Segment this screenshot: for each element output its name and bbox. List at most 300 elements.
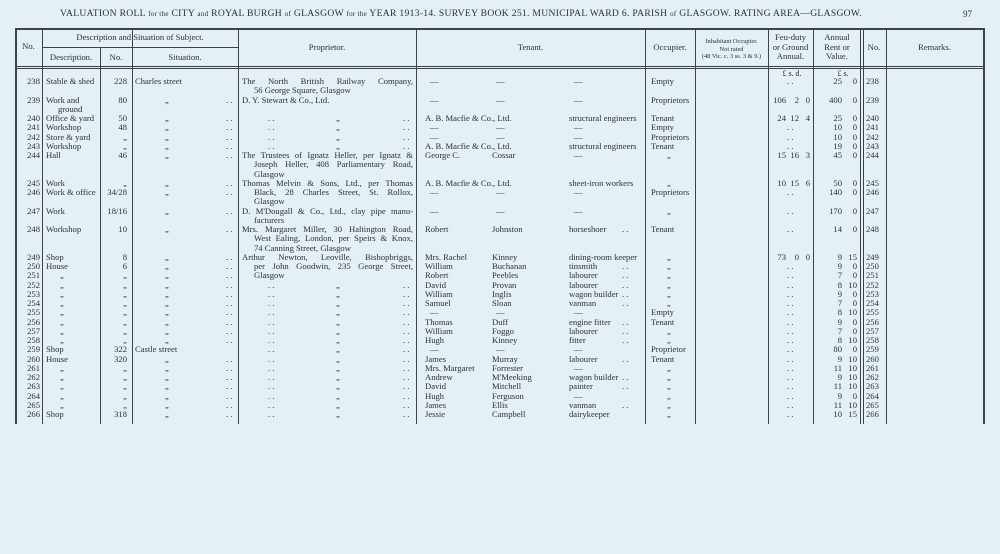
occupier: „ bbox=[667, 177, 671, 188]
proprietor-line: Thomas Melvin & Sons, Ltd., per Thomas bbox=[242, 177, 413, 188]
row-number: 265 bbox=[27, 399, 40, 410]
tenant-first-name: — bbox=[430, 94, 439, 105]
situation-ditto: „ bbox=[165, 113, 169, 123]
proprietor bbox=[242, 151, 413, 179]
rent-shillings: 15 bbox=[848, 409, 857, 419]
tenant-occupation: vanman bbox=[569, 399, 597, 410]
description-line: House bbox=[46, 353, 68, 364]
proprietor-dots: . . bbox=[268, 335, 275, 345]
tenant-surname: Kinney bbox=[492, 335, 518, 345]
situation-ditto: „ bbox=[165, 288, 169, 299]
street-number: „ bbox=[123, 381, 127, 392]
street-number: 10 bbox=[118, 224, 127, 234]
description-line: House bbox=[46, 261, 68, 271]
situation-dots: . . bbox=[226, 94, 233, 105]
row-number: 252 bbox=[27, 279, 40, 290]
rent-shillings: 0 bbox=[852, 76, 857, 86]
situation-ditto: „ bbox=[165, 187, 169, 197]
rent-pounds: 10 bbox=[833, 409, 842, 419]
street-number: 50 bbox=[118, 113, 127, 123]
situation-dots: . . bbox=[226, 122, 233, 133]
tenant-occupation: vanman bbox=[569, 298, 597, 308]
tenant-first-name: Thomas bbox=[425, 316, 453, 327]
tenant-dots: . . bbox=[622, 279, 629, 290]
tenant-surname: Buchanan bbox=[492, 261, 527, 271]
rent-pounds: 9 bbox=[837, 288, 842, 299]
rent-shillings: 0 bbox=[852, 224, 857, 234]
feu-dots: . . bbox=[787, 279, 794, 290]
proprietor-line: Arthur Newton, Leoville, Bishopbriggs, bbox=[242, 251, 413, 262]
situation-dots: . . bbox=[226, 390, 233, 401]
rent-shillings: 10 bbox=[848, 279, 857, 290]
tenant-occupation: structural engineers bbox=[569, 113, 637, 123]
tenant-first-name: — bbox=[430, 307, 439, 318]
rent-units: £ s. bbox=[837, 69, 849, 78]
tenant-occupation: fitter bbox=[569, 335, 586, 345]
row-number-right: 259 bbox=[866, 344, 879, 355]
street-number: 46 bbox=[118, 150, 127, 160]
tenant-occupation: — bbox=[574, 187, 583, 197]
proprietor-ditto: „ bbox=[336, 409, 340, 419]
row-number: 262 bbox=[27, 372, 40, 382]
tenant-occupation: labourer bbox=[569, 279, 598, 290]
tenant-dots: . . bbox=[622, 372, 629, 382]
rent-shillings: 0 bbox=[852, 261, 857, 271]
feu-pence: 4 bbox=[805, 113, 810, 123]
tenant-first-name: William bbox=[425, 325, 453, 336]
tenant-occupation: dairykeeper bbox=[569, 409, 610, 419]
rent-pounds: 9 bbox=[837, 316, 842, 327]
street-number: „ bbox=[123, 372, 127, 382]
street-number: 8 bbox=[122, 251, 127, 262]
situation-dots: . . bbox=[226, 353, 233, 364]
column-rule bbox=[695, 28, 696, 424]
description bbox=[46, 151, 61, 160]
feu-pence: 0 bbox=[805, 94, 810, 105]
feu-dots: . . bbox=[787, 76, 794, 86]
situation-dots: . . bbox=[226, 325, 233, 336]
street-number: „ bbox=[123, 131, 127, 142]
feu-dots: . . bbox=[787, 140, 794, 151]
proprietor-dots: . . bbox=[268, 140, 275, 151]
row-number-right: 250 bbox=[866, 261, 879, 271]
description-line: „ bbox=[60, 270, 64, 281]
description-line: Store & yard bbox=[46, 131, 91, 142]
description-line: „ bbox=[60, 307, 64, 318]
situation-dots: . . bbox=[226, 335, 233, 345]
description-line: „ bbox=[60, 399, 64, 410]
rent-pounds: 400 bbox=[829, 94, 842, 105]
proprietor-line: Black, 28 Charles Street, St. Rollox, bbox=[254, 187, 413, 197]
situation-dots: . . bbox=[226, 399, 233, 410]
proprietor-ditto: „ bbox=[336, 362, 340, 373]
rent-pounds: 8 bbox=[837, 335, 842, 345]
feu-dots: . . bbox=[787, 261, 794, 271]
proprietor-ditto: „ bbox=[336, 288, 340, 299]
title-segment: and bbox=[197, 10, 209, 18]
situation-dots: . . bbox=[226, 187, 233, 197]
rent-shillings: 0 bbox=[852, 344, 857, 355]
proprietor-ditto: „ bbox=[336, 131, 340, 142]
situation-ditto: „ bbox=[165, 224, 169, 234]
street-number: „ bbox=[123, 335, 127, 345]
street-number: 228 bbox=[114, 76, 127, 86]
occupier: „ bbox=[667, 372, 671, 382]
row-number: 240 bbox=[27, 113, 40, 123]
proprietor bbox=[242, 77, 413, 96]
tenant-occupation: — bbox=[574, 76, 583, 86]
situation-dots: . . bbox=[226, 316, 233, 327]
situation-dots: . . bbox=[226, 288, 233, 299]
row-number-right: 258 bbox=[866, 335, 879, 345]
proprietor bbox=[242, 179, 413, 207]
feu-dots: . . bbox=[787, 325, 794, 336]
proprietor bbox=[242, 225, 413, 253]
occupier: „ bbox=[667, 298, 671, 308]
proprietor-ditto: „ bbox=[336, 307, 340, 318]
street-number: „ bbox=[123, 307, 127, 318]
situation-dots: . . bbox=[226, 131, 233, 142]
row-number: 254 bbox=[27, 298, 40, 308]
rent-shillings: 0 bbox=[852, 288, 857, 299]
description bbox=[46, 225, 81, 234]
tenant-dots: . . bbox=[622, 224, 629, 234]
proprietor-ditto: „ bbox=[336, 344, 340, 355]
rent-pounds: 9 bbox=[837, 251, 842, 262]
feu-pence: 0 bbox=[805, 251, 810, 262]
col-header-number: No. bbox=[109, 52, 123, 62]
description-line: „ bbox=[60, 288, 64, 299]
situation-ditto: „ bbox=[165, 372, 169, 382]
column-rule bbox=[813, 28, 814, 424]
row-number-right: 262 bbox=[866, 372, 879, 382]
row-number-right: 261 bbox=[866, 362, 879, 373]
tenant-first-name: James bbox=[425, 353, 447, 364]
row-number-right: 239 bbox=[866, 94, 879, 105]
description bbox=[46, 262, 68, 271]
row-number-right: 254 bbox=[866, 298, 879, 308]
proprietor-dots: . . bbox=[403, 288, 410, 299]
column-rule bbox=[860, 28, 861, 424]
row-number: 244 bbox=[27, 150, 40, 160]
column-rule bbox=[983, 28, 985, 424]
feu-dots: . . bbox=[787, 316, 794, 327]
inhabitant-line: Inhabitant Occupier. bbox=[705, 38, 758, 45]
description-line: Work bbox=[46, 177, 65, 188]
row-number-right: 253 bbox=[866, 288, 879, 299]
rent-shillings: 10 bbox=[848, 307, 857, 318]
proprietor-ditto: „ bbox=[336, 113, 340, 123]
tenant-surname: Campbell bbox=[492, 409, 526, 419]
occupier: „ bbox=[667, 261, 671, 271]
description-line: Work & office bbox=[46, 187, 96, 197]
proprietor-dots: . . bbox=[403, 113, 410, 123]
row-number: 248 bbox=[27, 224, 40, 234]
column-rule bbox=[238, 28, 239, 424]
feu-dots: . . bbox=[787, 372, 794, 382]
description-line: Workshop bbox=[46, 122, 82, 133]
proprietor-dots: . . bbox=[403, 344, 410, 355]
rent-pounds: 10 bbox=[833, 122, 842, 133]
feu-line: Annual. bbox=[776, 51, 805, 61]
proprietor-line: 74 Canning Street, Glasgow bbox=[254, 242, 351, 253]
tenant-surname: Foggo bbox=[492, 325, 514, 336]
rent-pounds: 11 bbox=[833, 399, 842, 410]
rent-pounds: 80 bbox=[833, 344, 842, 355]
proprietor-dots: . . bbox=[403, 372, 410, 382]
situation-dots: . . bbox=[226, 362, 233, 373]
col-header-no: No. bbox=[22, 41, 35, 51]
proprietor-dots: . . bbox=[403, 279, 410, 290]
row-rule bbox=[15, 28, 984, 30]
tenant-surname: Ferguson bbox=[492, 390, 524, 401]
proprietor-line: Joseph Heller, 408 Parliamentary Road, bbox=[254, 159, 413, 170]
street-number: „ bbox=[123, 399, 127, 410]
street-number: „ bbox=[123, 325, 127, 336]
tenant-first-name: — bbox=[430, 205, 439, 216]
situation-dots: . . bbox=[226, 409, 233, 419]
occupier: Empty bbox=[651, 307, 674, 318]
tenant-first-name: Samuel bbox=[425, 298, 451, 308]
proprietor-line: West Ealing, London, per Speirs & Knox, bbox=[254, 233, 413, 244]
rent-shillings: 10 bbox=[848, 399, 857, 410]
rent-pounds: 25 bbox=[833, 76, 842, 86]
row-number: 256 bbox=[27, 316, 40, 327]
proprietor-line: Mrs. Margaret Miller, 30 Haltington Road, bbox=[242, 224, 413, 234]
street-number: 48 bbox=[118, 122, 127, 133]
situation-ditto: „ bbox=[165, 353, 169, 364]
tenant-surname: — bbox=[496, 131, 505, 142]
row-number-right: 247 bbox=[866, 205, 879, 216]
occupier: „ bbox=[667, 288, 671, 299]
proprietor-line: Glasgow bbox=[254, 196, 285, 207]
proprietor-dots: . . bbox=[403, 409, 410, 419]
rent-pounds: 25 bbox=[833, 113, 842, 123]
title-segment: SURVEY BOOK 251. bbox=[438, 8, 530, 19]
proprietor-dots: . . bbox=[403, 399, 410, 410]
row-number-right: 241 bbox=[866, 122, 879, 133]
occupier: Proprietors bbox=[651, 187, 690, 197]
proprietor-dots: . . bbox=[403, 335, 410, 345]
tenant-dots: . . bbox=[622, 381, 629, 392]
rent-shillings: 10 bbox=[848, 372, 857, 382]
situation-ditto: „ bbox=[165, 251, 169, 262]
feu-dots: . . bbox=[787, 205, 794, 216]
tenant-first-name: Robert bbox=[425, 270, 449, 281]
col-header-feu-duty bbox=[768, 33, 813, 62]
proprietor-dots: . . bbox=[403, 353, 410, 364]
street-number: „ bbox=[123, 279, 127, 290]
proprietor-dots: . . bbox=[268, 390, 275, 401]
rent-pounds: 8 bbox=[837, 307, 842, 318]
tenant-first-name: A. B. Macfie & Co., Ltd. bbox=[425, 177, 512, 188]
tenant-occupation: — bbox=[574, 362, 583, 373]
occupier: „ bbox=[667, 335, 671, 345]
situation-ditto: „ bbox=[165, 298, 169, 308]
rent-shillings: 0 bbox=[852, 316, 857, 327]
description-line: Work and bbox=[46, 94, 80, 105]
description-line: „ bbox=[60, 298, 64, 308]
occupier: Empty bbox=[651, 122, 674, 133]
situation-ditto: „ bbox=[165, 307, 169, 318]
proprietor-ditto: „ bbox=[336, 335, 340, 345]
street-number: 318 bbox=[114, 409, 127, 419]
row-number: 255 bbox=[27, 307, 40, 318]
row-number: 257 bbox=[27, 325, 40, 336]
feu-dots: . . bbox=[787, 390, 794, 401]
row-number-right: 256 bbox=[866, 316, 879, 327]
description-line: Workshop bbox=[46, 224, 82, 234]
tenant-first-name: — bbox=[430, 344, 439, 355]
title-segment: GLASGOW bbox=[293, 8, 344, 19]
tenant-surname: — bbox=[496, 344, 505, 355]
description-line: Workshop bbox=[46, 140, 82, 151]
tenant-occupation: — bbox=[574, 390, 583, 401]
title-segment: for the bbox=[148, 10, 169, 18]
row-number-right: 265 bbox=[866, 399, 879, 410]
proprietor-dots: . . bbox=[403, 298, 410, 308]
rent-shillings: 10 bbox=[848, 362, 857, 373]
proprietor-dots: . . bbox=[268, 288, 275, 299]
description-line: „ bbox=[60, 381, 64, 392]
tenant-surname: — bbox=[496, 307, 505, 318]
column-rule bbox=[42, 28, 43, 424]
tenant-surname: Cossar bbox=[492, 150, 516, 160]
situation-ditto: „ bbox=[165, 409, 169, 419]
rent-shillings: 0 bbox=[852, 187, 857, 197]
column-rule bbox=[416, 28, 417, 424]
proprietor-dots: . . bbox=[403, 307, 410, 318]
description-line: „ bbox=[60, 335, 64, 345]
feu-shillings: 0 bbox=[794, 251, 799, 262]
situation-ditto: „ bbox=[165, 279, 169, 290]
feu-dots: . . bbox=[787, 409, 794, 419]
tenant-occupation: labourer bbox=[569, 270, 598, 281]
rent-pounds: 14 bbox=[833, 224, 842, 234]
situation-dots: . . bbox=[226, 150, 233, 160]
description-line: Work bbox=[46, 205, 65, 216]
row-number-right: 257 bbox=[866, 325, 879, 336]
description-line: Office & yard bbox=[46, 113, 95, 123]
tenant-occupation: — bbox=[574, 205, 583, 216]
row-number-right: 244 bbox=[866, 150, 879, 160]
column-rule bbox=[132, 28, 133, 424]
feu-shillings: 2 bbox=[794, 94, 799, 105]
rent-pounds: 9 bbox=[837, 353, 842, 364]
proprietor-dots: . . bbox=[403, 325, 410, 336]
feu-pounds: 10 bbox=[777, 177, 786, 188]
proprietor-dots: . . bbox=[268, 372, 275, 382]
street-number: „ bbox=[123, 298, 127, 308]
situation: Castle street bbox=[135, 344, 178, 355]
rent-pounds: 10 bbox=[833, 131, 842, 142]
situation: Charles street bbox=[135, 76, 183, 86]
rent-line: Annual bbox=[824, 32, 850, 42]
tenant-occupation: engine fitter bbox=[569, 316, 611, 327]
situation-dots: . . bbox=[226, 224, 233, 234]
rent-shillings: 10 bbox=[848, 335, 857, 345]
description-line: Shop bbox=[46, 251, 64, 262]
rent-shillings: 0 bbox=[852, 298, 857, 308]
proprietor-dots: . . bbox=[268, 381, 275, 392]
feu-dots: . . bbox=[787, 307, 794, 318]
row-number: 249 bbox=[27, 251, 40, 262]
proprietor-ditto: „ bbox=[336, 140, 340, 151]
proprietor-dots: . . bbox=[268, 325, 275, 336]
col-header-occupier: Occupier. bbox=[653, 42, 687, 52]
proprietor-line: Glasgow bbox=[254, 270, 285, 281]
tenant-first-name: Hugh bbox=[425, 390, 445, 401]
inhabitant-line: Not rated bbox=[719, 45, 744, 53]
rent-pounds: 7 bbox=[837, 325, 842, 336]
street-number: „ bbox=[123, 288, 127, 299]
rent-shillings: 0 bbox=[852, 270, 857, 281]
row-number-right: 238 bbox=[866, 76, 879, 86]
tenant-first-name: — bbox=[430, 187, 439, 197]
situation-dots: . . bbox=[226, 113, 233, 123]
proprietor-dots: . . bbox=[268, 409, 275, 419]
street-number: 34/28 bbox=[107, 187, 127, 197]
feu-dots: . . bbox=[787, 224, 794, 234]
title-segment: of bbox=[670, 10, 677, 18]
occupier: Proprietors bbox=[651, 131, 690, 142]
tenant-first-name: A. B. Macfie & Co., Ltd. bbox=[425, 113, 512, 123]
proprietor-dots: . . bbox=[403, 122, 410, 133]
rent-pounds: 8 bbox=[837, 279, 842, 290]
tenant-occupation: tinsmith bbox=[569, 261, 598, 271]
proprietor-dots: . . bbox=[403, 362, 410, 373]
feu-line: or Ground bbox=[772, 41, 809, 52]
tenant-first-name: — bbox=[430, 131, 439, 142]
occupier: Tenant bbox=[651, 353, 675, 364]
row-number-right: 260 bbox=[866, 353, 879, 364]
description-line: „ bbox=[60, 362, 64, 373]
tenant-surname: Provan bbox=[492, 279, 517, 290]
description-line: Hall bbox=[46, 150, 61, 160]
proprietor-line: facturers bbox=[254, 214, 285, 225]
rent-shillings: 0 bbox=[852, 390, 857, 401]
proprietor bbox=[242, 253, 413, 281]
situation-ditto: „ bbox=[165, 390, 169, 401]
feu-dots: . . bbox=[787, 270, 794, 281]
feu-pounds: 106 bbox=[773, 94, 786, 105]
col-header-proprietor: Proprietor. bbox=[308, 42, 346, 52]
title-segment: GLASGOW. bbox=[679, 8, 732, 19]
proprietor-dots: . . bbox=[268, 344, 275, 355]
situation-ditto: „ bbox=[165, 205, 169, 216]
tenant-first-name: Jessie bbox=[425, 409, 446, 419]
rent-shillings: 0 bbox=[852, 113, 857, 123]
situation-dots: . . bbox=[226, 298, 233, 308]
tenant-occupation: — bbox=[574, 94, 583, 105]
rent-shillings: 0 bbox=[852, 94, 857, 105]
rent-pounds: 9 bbox=[837, 261, 842, 271]
tenant-dots: . . bbox=[622, 270, 629, 281]
tenant-first-name: Mrs. Margaret bbox=[425, 362, 475, 373]
street-number: „ bbox=[123, 390, 127, 401]
proprietor-line: The North British Railway Company, bbox=[242, 76, 413, 86]
column-rule bbox=[863, 28, 864, 424]
proprietor-dots: . . bbox=[268, 362, 275, 373]
proprietor-line: Glasgow bbox=[254, 168, 285, 179]
situation-dots: . . bbox=[226, 205, 233, 216]
proprietor-line: per John Goodwin, 235 George Street, bbox=[254, 261, 413, 271]
rent-shillings: 0 bbox=[852, 140, 857, 151]
situation-dots: . . bbox=[226, 177, 233, 188]
situation-ditto: „ bbox=[165, 131, 169, 142]
feu-units: £ s. d. bbox=[782, 69, 802, 78]
situation-ditto: „ bbox=[165, 399, 169, 410]
